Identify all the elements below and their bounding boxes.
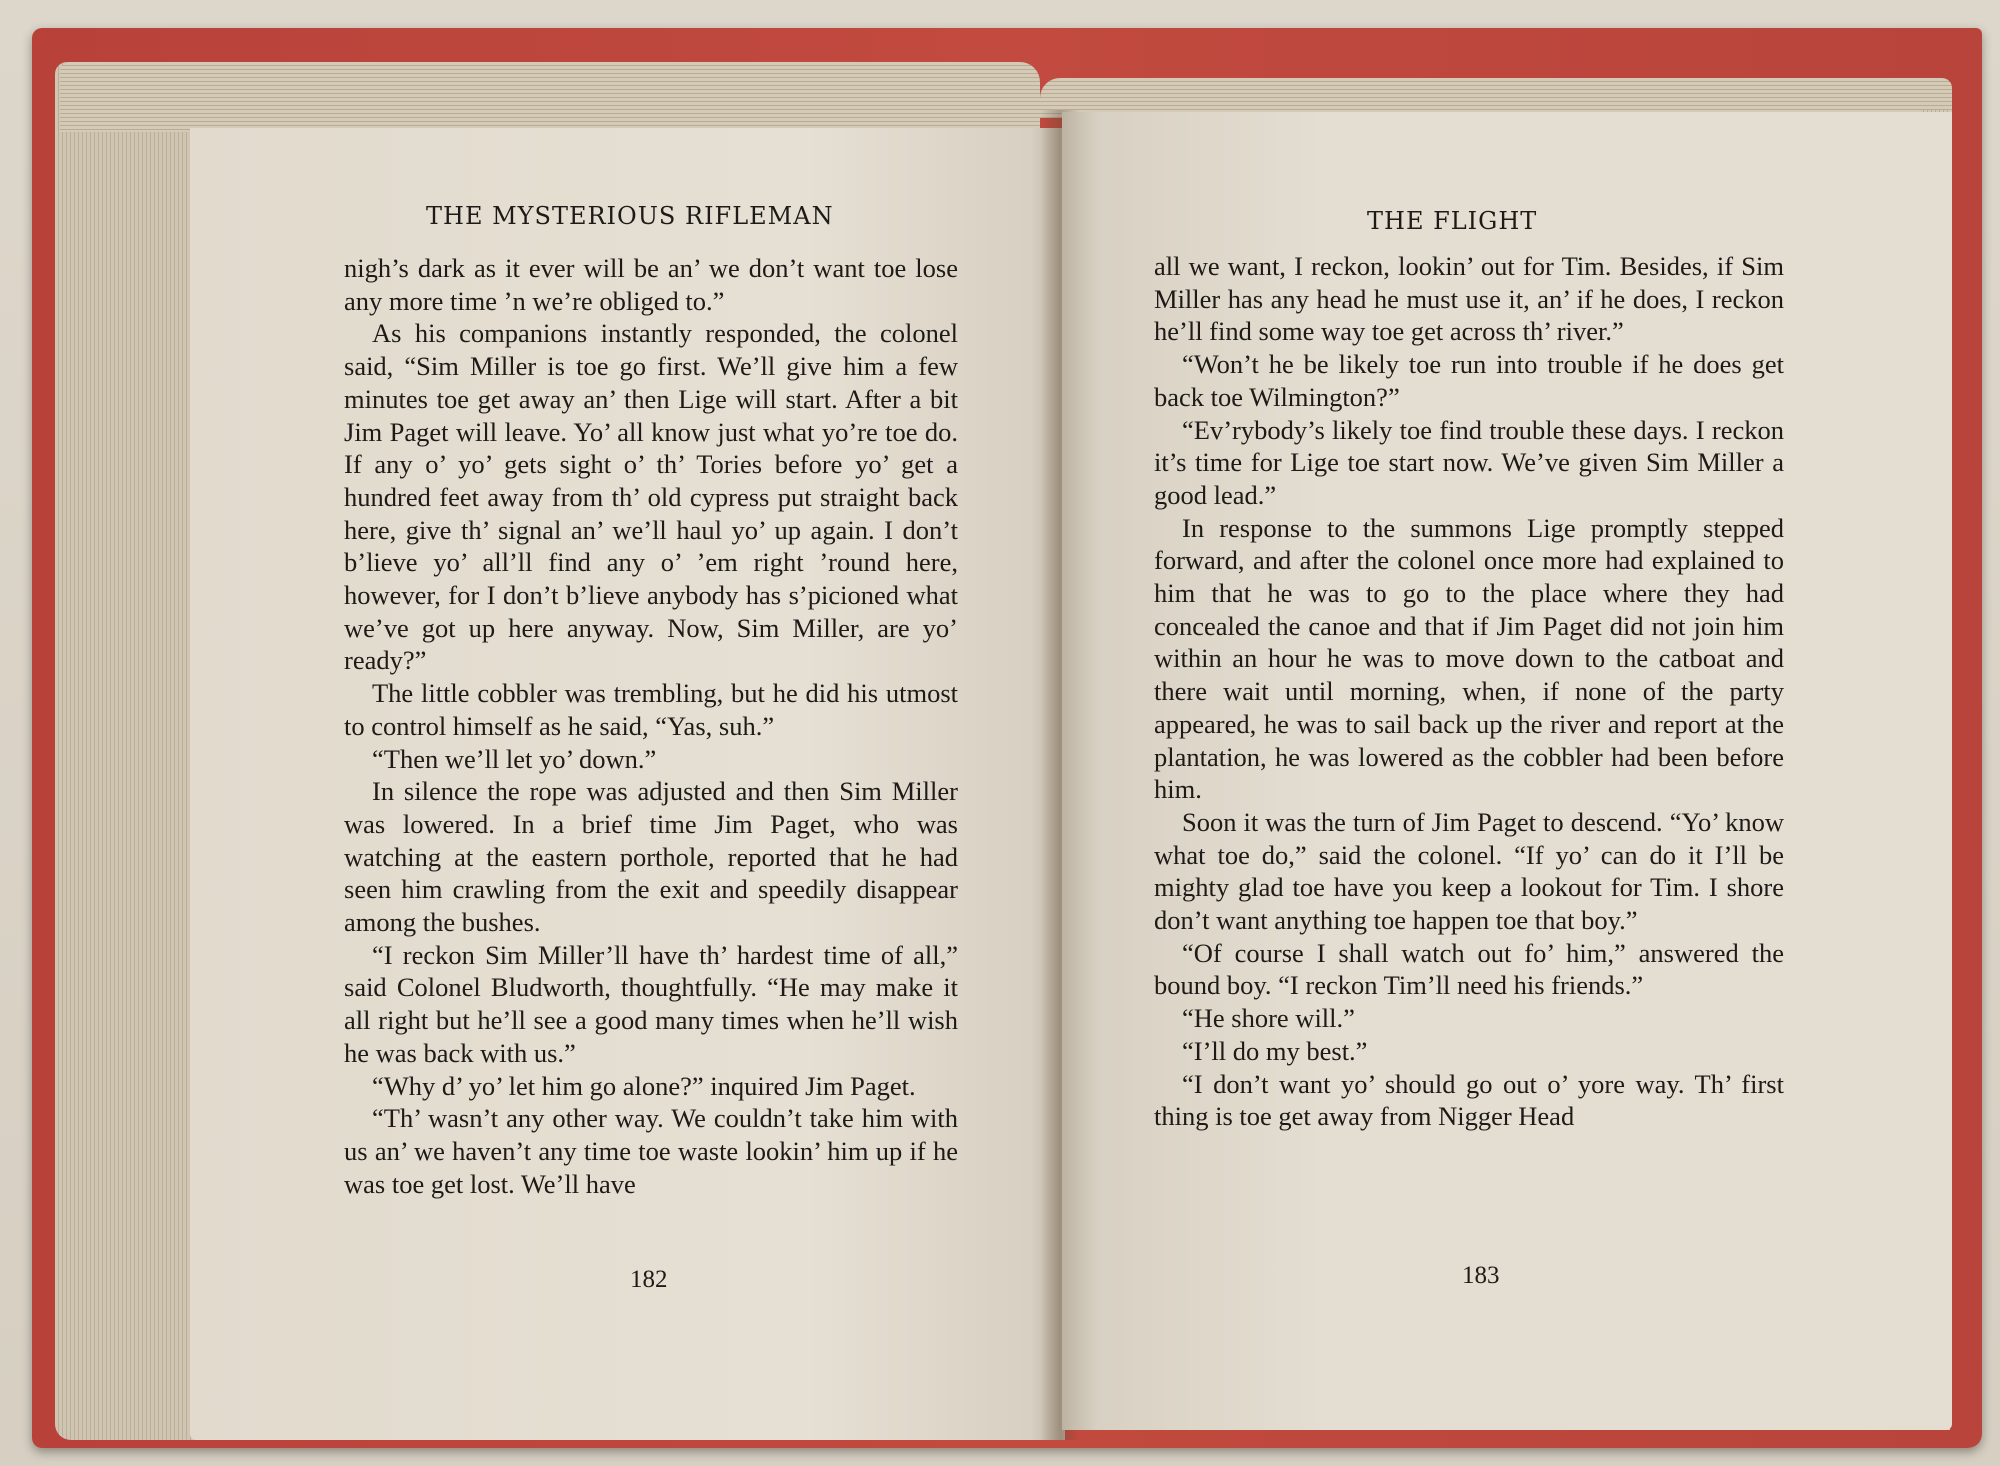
page-block-top-edge-left	[60, 62, 1040, 132]
paragraph: “Why d’ yo’ let him go alone?” inquired Jim Paget.	[372, 1070, 916, 1101]
right-running-head: THE FLIGHT	[1367, 207, 1538, 235]
left-page	[190, 128, 1065, 1440]
paragraph: “He shore will.”	[1182, 1003, 1355, 1034]
paragraph: In silence the rope was adjusted and then Sim Miller was lowered. In a brief time Jim Paget, who was watching at the eastern porthole, reported that he had seen him crawling from the exit and speedily disappear among the bushes.	[344, 776, 958, 938]
paragraph: “I don’t want yo’ should go out o’ yore way. Th’ first thing is toe get away from Nigger Head	[1154, 1068, 1784, 1132]
left-page-text	[344, 252, 958, 1200]
left-running-head: THE MYSTERIOUS RIFLEMAN	[426, 202, 834, 230]
paragraph: The little cobbler was trembling, but he did his utmost to control himself as he said, “Yas, suh.”	[344, 678, 958, 741]
paragraph: As his companions instantly responded, the colonel said, “Sim Miller is toe go first. We’ll give him a few minutes toe get away an’ then Lige will start. After a bit Jim Paget will leave. Yo’ all know just what yo’re toe do. If any o’ yo’ gets sight o’ th’ Tories before yo’ get a hundred feet away from th’ old cypress put straight back here, give th’ signal an’ we’ll haul yo’ up again. I don’t b’lieve yo’ all’ll find any o’ ’em right ’round here, however, for I don’t b’lieve anybody has s’picioned what we’ve got up here anyway. Now, Sim Miller, are yo’ ready?”	[344, 318, 958, 676]
right-page-number: 183	[1462, 1262, 1500, 1289]
left-page-number: 182	[630, 1266, 668, 1293]
paragraph: Soon it was the turn of Jim Paget to descend. “Yo’ know what toe do,” said the colonel. “If yo’ can do it I’ll be mighty glad toe have you keep a lookout for Tim. I shore don’t want anything toe happen toe that boy.”	[1154, 806, 1784, 936]
paragraph: “Ev’rybody’s likely toe find trouble these days. I reckon it’s time for Lige toe start now. We’ve given Sim Miller a good lead.”	[1154, 414, 1784, 510]
right-page	[1062, 112, 1952, 1430]
paragraph: In response to the summons Lige promptly stepped forward, and after the colonel once more had explained to him that he was to go to the place where they had concealed the canoe and that if Jim Paget did not join him within an hour he was to move down to the catboat and there wait until morning, when, if none of the party appeared, he was to sail back up the river and report at the plantation, he was lowered as the cobbler had been before him.	[1154, 512, 1784, 805]
paragraph: “Of course I shall watch out fo’ him,” answered the bound boy. “I reckon Tim’ll need his friends.”	[1154, 937, 1784, 1001]
paragraph: “I’ll do my best.”	[1182, 1035, 1368, 1066]
paragraph: “Won’t he be likely toe run into trouble if he does get back toe Wilmington?”	[1154, 349, 1784, 412]
paragraph: “Th’ wasn’t any other way. We couldn’t take him with us an’ we haven’t any time toe waste lookin’ him up if he was toe get lost. We’ll have	[344, 1103, 958, 1199]
paragraph: “I reckon Sim Miller’ll have th’ hardest time of all,” said Colonel Bludworth, thoughtfully. “He may make it all right but he’ll see a good many times when he’ll wish he was back with us.”	[344, 939, 958, 1068]
paragraph: all we want, I reckon, lookin’ out for Tim. Besides, if Sim Miller has any head he must use it, an’ if he does, I reckon he’ll find some way toe get across th’ river.”	[1154, 251, 1784, 347]
paragraph: “Then we’ll let yo’ down.”	[372, 743, 657, 774]
paragraph: nigh’s dark as it ever will be an’ we don’t want toe lose any more time ’n we’re obliged to.”	[344, 253, 958, 316]
page-block-left-edge	[55, 62, 205, 1440]
right-page-text	[1154, 250, 1784, 1133]
